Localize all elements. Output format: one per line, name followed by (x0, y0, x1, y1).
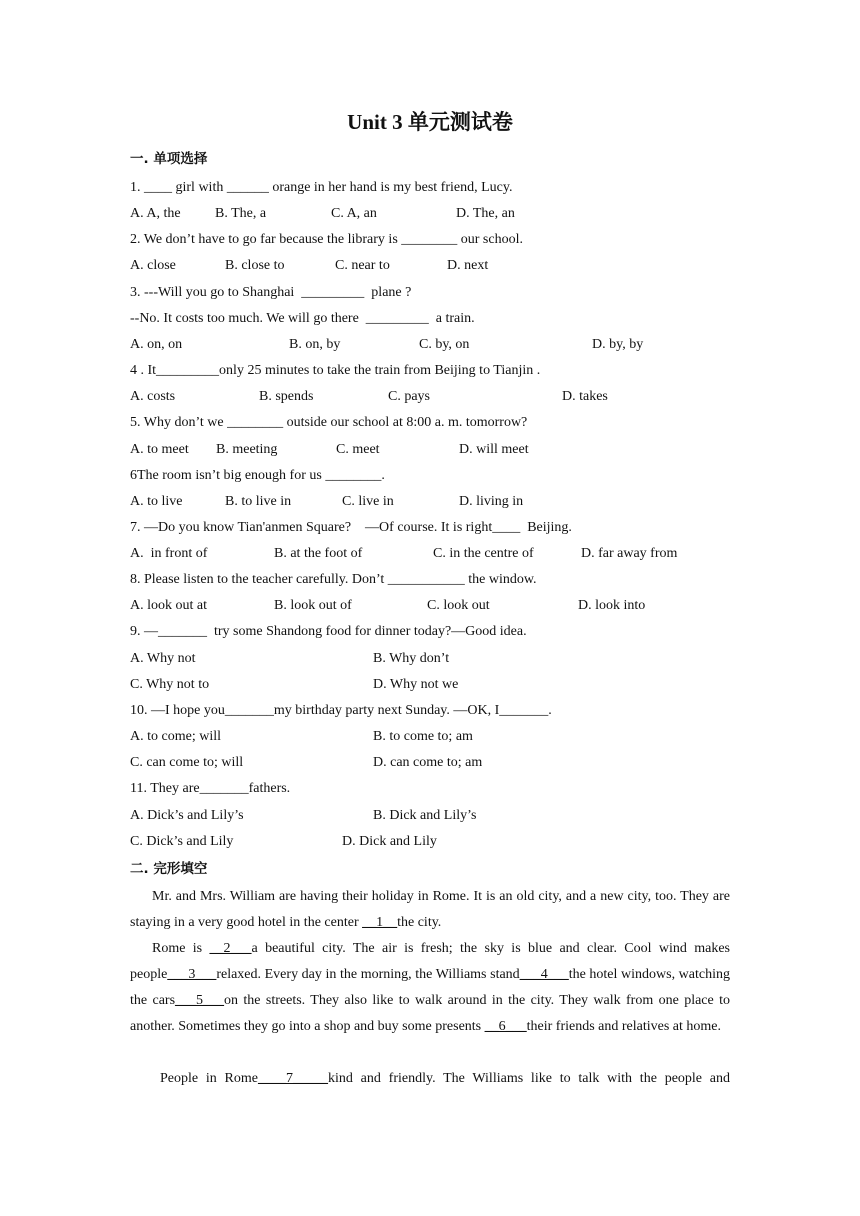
question-5-stem: 5. Why don’t we ________ outside our school at 8:00 a. m. tomorrow? (130, 415, 528, 430)
q2-option-c: C. near to (335, 258, 390, 273)
cloze-p2-text-a: Rome is (152, 941, 210, 956)
section-heading-single-choice: 一. 单项选择 (130, 151, 208, 167)
q1-option-d: D. The, an (456, 206, 515, 221)
q9-option-d: D. Why not we (373, 677, 459, 692)
q11-option-d: D. Dick and Lily (342, 834, 437, 849)
q4-option-d: D. takes (562, 389, 608, 404)
cloze-paragraph-2 (130, 936, 730, 1040)
cloze-p2-text-b: a beautiful city. The air is fresh; the sky is blue and clear. Cool wind makes people (130, 941, 731, 982)
question-3-reply: --No. It costs too much. We will go there _________ a train. (130, 311, 475, 326)
q11-option-c: C. Dick’s and Lily (130, 834, 234, 849)
cloze-p3-text-b: kind and friendly. The Williams like to talk with the people and (328, 1071, 731, 1086)
q1-option-c: C. A, an (331, 206, 377, 221)
cloze-blank-5: ___5___ (175, 993, 225, 1008)
q5-option-d: D. will meet (459, 442, 529, 457)
cloze-p2-text-c: relaxed. Every day in the morning, the Williams stand (216, 967, 520, 982)
q5-option-c: C. meet (336, 442, 380, 457)
q11-option-a: A. Dick’s and Lily’s (130, 808, 244, 823)
cloze-p1-end: the city. (397, 915, 442, 930)
q3-option-c: C. by, on (419, 337, 470, 352)
question-2-stem: 2. We don’t have to go far because the library is ________ our school. (130, 232, 523, 247)
cloze-blank-2: __2___ (209, 941, 252, 956)
q7-option-a: A. in front of (130, 546, 208, 561)
cloze-blank-1: __1__ (362, 915, 398, 930)
cloze-p2-text-d: the hotel windows, watching the cars (130, 967, 731, 1008)
question-7-stem: 7. —Do you know Tian'anmen Square? —Of course. It is right____ Beijing. (130, 520, 572, 535)
q7-option-c: C. in the centre of (433, 546, 534, 561)
section-heading-cloze: 二. 完形填空 (130, 861, 208, 877)
q8-option-a: A. look out at (130, 598, 207, 613)
q11-option-b: B. Dick and Lily’s (373, 808, 477, 823)
q6-option-a: A. to live (130, 494, 183, 509)
q3-option-a: A. on, on (130, 337, 183, 352)
q10-option-a: A. to come; will (130, 729, 221, 744)
cloze-blank-7: ____7_____ (258, 1071, 328, 1086)
cloze-blank-6: __6___ (484, 1019, 527, 1034)
cloze-p2-text-e: on the streets. They also like to walk around in the city. They walk from one place to another. Sometimes they go into a shop and buy some presents (130, 993, 730, 1034)
q6-option-b: B. to live in (225, 494, 292, 509)
q9-option-b: B. Why don’t (373, 651, 450, 666)
q5-option-a: A. to meet (130, 442, 189, 457)
q8-option-c: C. look out (427, 598, 490, 613)
question-8-stem: 8. Please listen to the teacher carefully. Don’t ___________ the window. (130, 572, 537, 587)
q1-option-a: A. A, the (130, 206, 181, 221)
question-4-stem: 4 . It_________only 25 minutes to take the train from Beijing to Tianjin . (130, 363, 541, 378)
q4-option-a: A. costs (130, 389, 176, 404)
q8-option-b: B. look out of (274, 598, 352, 613)
q8-option-d: D. look into (578, 598, 646, 613)
q10-option-c: C. can come to; will (130, 755, 244, 770)
question-9-stem: 9. —_______ try some Shandong food for dinner today?—Good idea. (130, 624, 527, 639)
q2-option-b: B. close to (225, 258, 285, 273)
page-title: Unit 3 单元测试卷 (347, 110, 513, 134)
q3-option-b: B. on, by (289, 337, 341, 352)
cloze-paragraph-1 (130, 884, 730, 936)
cloze-p3-text-a: People in Rome (160, 1071, 258, 1086)
q2-option-d: D. next (447, 258, 489, 273)
q1-option-b: B. The, a (215, 206, 267, 221)
q9-option-c: C. Why not to (130, 677, 210, 692)
q7-option-b: B. at the foot of (274, 546, 363, 561)
q10-option-b: B. to come to; am (373, 729, 473, 744)
q2-option-a: A. close (130, 258, 176, 273)
q9-option-a: A. Why not (130, 651, 196, 666)
cloze-paragraph-3 (130, 1066, 730, 1092)
q4-option-c: C. pays (388, 389, 430, 404)
question-10-stem: 10. —I hope you_______my birthday party next Sunday. —OK, I_______. (130, 703, 552, 718)
question-6-stem: 6The room isn’t big enough for us ________. (130, 468, 385, 483)
q6-option-d: D. living in (459, 494, 524, 509)
cloze-blank-3: ___3___ (167, 967, 217, 982)
question-1-stem: 1. ____ girl with ______ orange in her hand is my best friend, Lucy. (130, 180, 513, 195)
q10-option-d: D. can come to; am (373, 755, 483, 770)
q6-option-c: C. live in (342, 494, 394, 509)
cloze-p1-text: Mr. and Mrs. William are having their holiday in Rome. It is an old city, and a new city, too. They are staying in a very good hotel in the center (130, 889, 730, 930)
cloze-p2-text-f: their friends and relatives at home. (526, 1019, 721, 1034)
cloze-blank-4: ___4___ (519, 967, 569, 982)
question-3-stem: 3. ---Will you go to Shanghai _________ plane ? (130, 285, 412, 300)
q7-option-d: D. far away from (581, 546, 678, 561)
question-11-stem: 11. They are_______fathers. (130, 781, 291, 796)
q4-option-b: B. spends (259, 389, 314, 404)
q3-option-d: D. by, by (592, 337, 644, 352)
q5-option-b: B. meeting (216, 442, 278, 457)
